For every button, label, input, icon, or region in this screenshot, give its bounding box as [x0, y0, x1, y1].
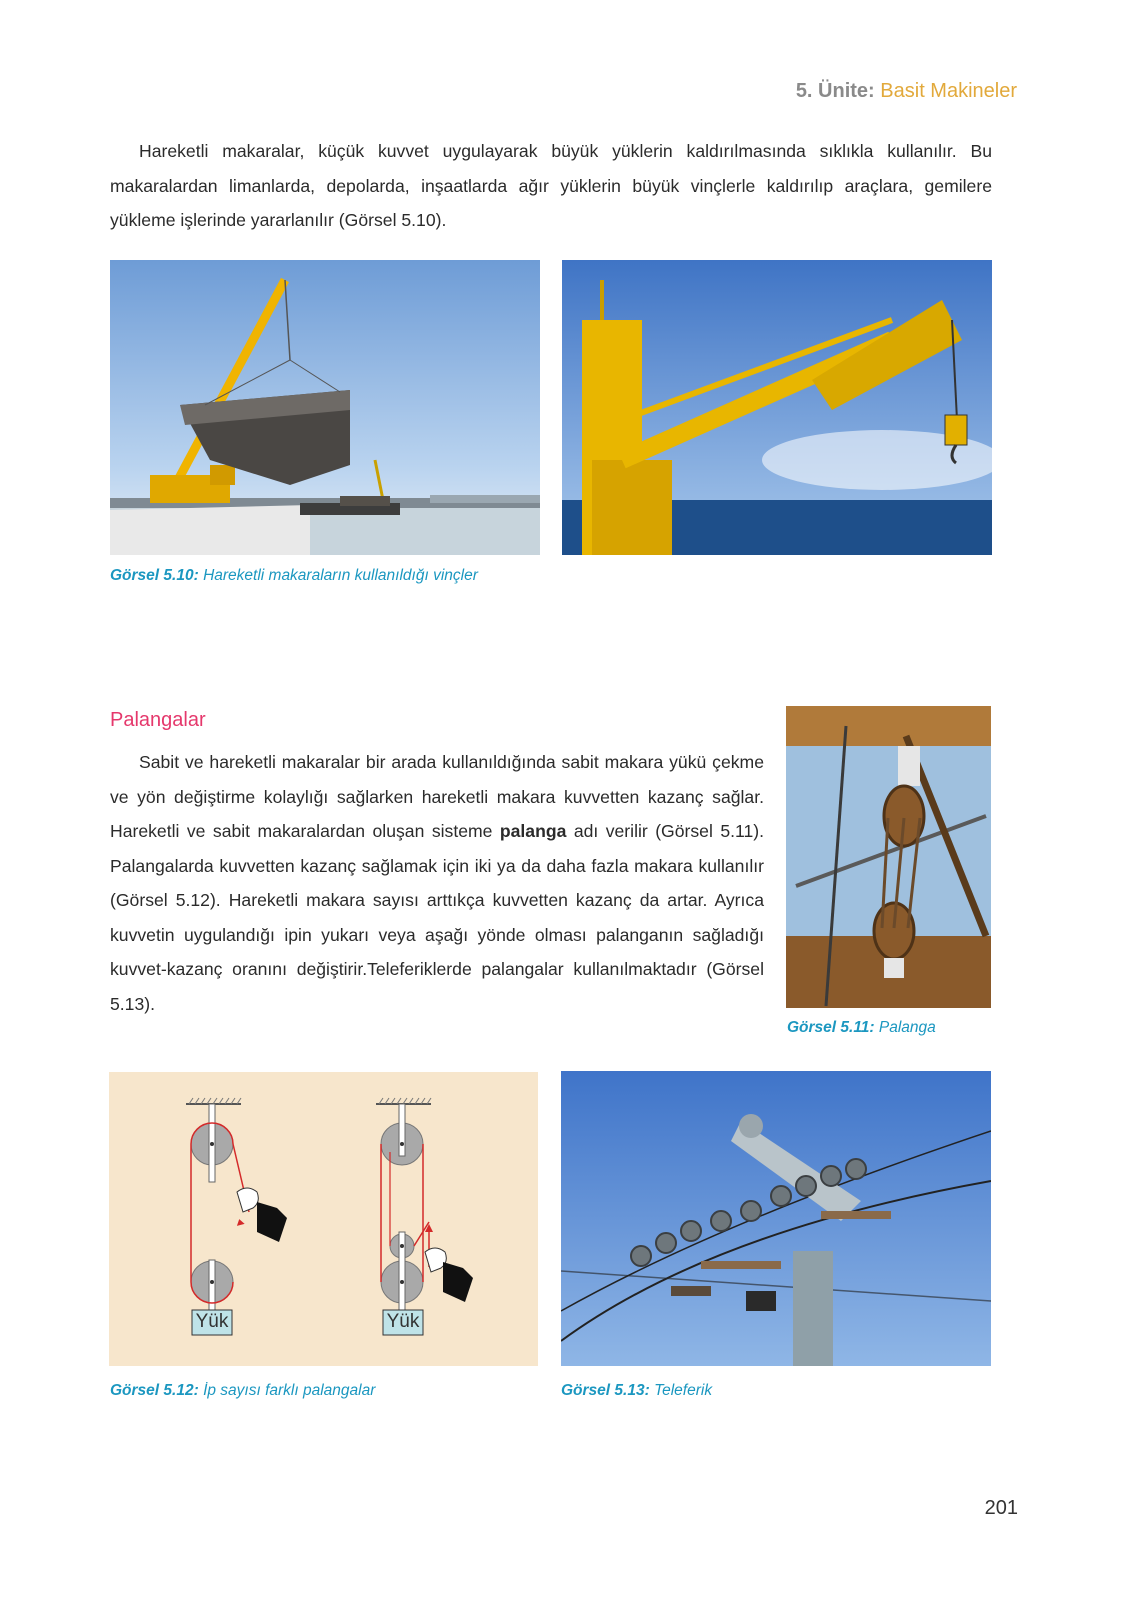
unit-label: 5. Ünite: [795, 80, 875, 102]
unit-topic: Basit Makineler [880, 80, 1017, 102]
intro-paragraph [110, 134, 992, 238]
figure-511-label: Görsel 5.11: [787, 1019, 875, 1036]
page-number: 201 [984, 1497, 1018, 1519]
figure-511-text: Palanga [878, 1019, 936, 1036]
palanga-text-before: Sabit ve hareketli makaralar bir arada kullanıldığında sabit makara yükü çekme ve yön değiştirme kolaylığı sağlarken hareketli makara kuvvetten kazanç sağlar. Hareketli ve sabit makaralardan oluşan sisteme [110, 752, 764, 841]
figure-511-caption [787, 1019, 936, 1037]
load-label-right: Yük [386, 1311, 420, 1332]
pulley-block-photo [786, 706, 991, 1008]
section-heading: Palangalar [110, 709, 206, 731]
figure-510-caption [110, 567, 478, 585]
cable-car-photo [561, 1071, 991, 1366]
figure-512-text: İp sayısı farklı palangalar [203, 1382, 376, 1399]
page-header [796, 80, 1017, 103]
intro-text: Hareketli makaralar, küçük kuvvet uygulayarak büyük yüklerin kaldırılmasında sıklıkla kullanılır. Bu makaralardan limanlarda, depolarda, inşaatlarda ağır yüklerin büyük vinçlerle kaldırılıp araçlara, gemilere yükleme işlerinde yararlanılır (Görsel 5.10). [110, 141, 992, 230]
palanga-text-after: adı verilir (Görsel 5.11). Palangalarda kuvvetten kazanç sağlamak için iki ya da daha fazla makara kullanılır (Görsel 5.12). Hareketli makara sayısı arttıkça kuvvetten kazanç da artar. Ayrıca kuvvetin uygulandığı ipin yukarı veya aşağı yönde olması palanganın sağladığı kuvvet-kazanç oranını değiştirir.Teleferiklerde palangalar kullanılmaktadır (Görsel 5.13). [110, 821, 765, 1014]
figure-513-text: Teleferik [654, 1382, 713, 1399]
figure-510-label: Görsel 5.10: [110, 567, 199, 584]
load-label-left: Yük [195, 1311, 229, 1332]
figure-513-label: Görsel 5.13: [561, 1382, 650, 1399]
offshore-crane-photo [562, 260, 992, 555]
figure-510-text: Hareketli makaraların kullanıldığı vinçler [203, 567, 478, 584]
pulley-diagram-drawing [109, 1072, 538, 1366]
figure-512-label: Görsel 5.12: [110, 1382, 199, 1399]
figure-513-caption [561, 1382, 712, 1400]
pulley-diagram [109, 1072, 538, 1366]
figure-512-caption [110, 1382, 375, 1400]
palanga-paragraph [110, 745, 764, 1021]
crane-boat-photo [110, 260, 540, 555]
palanga-bold-term: palanga [499, 821, 567, 841]
